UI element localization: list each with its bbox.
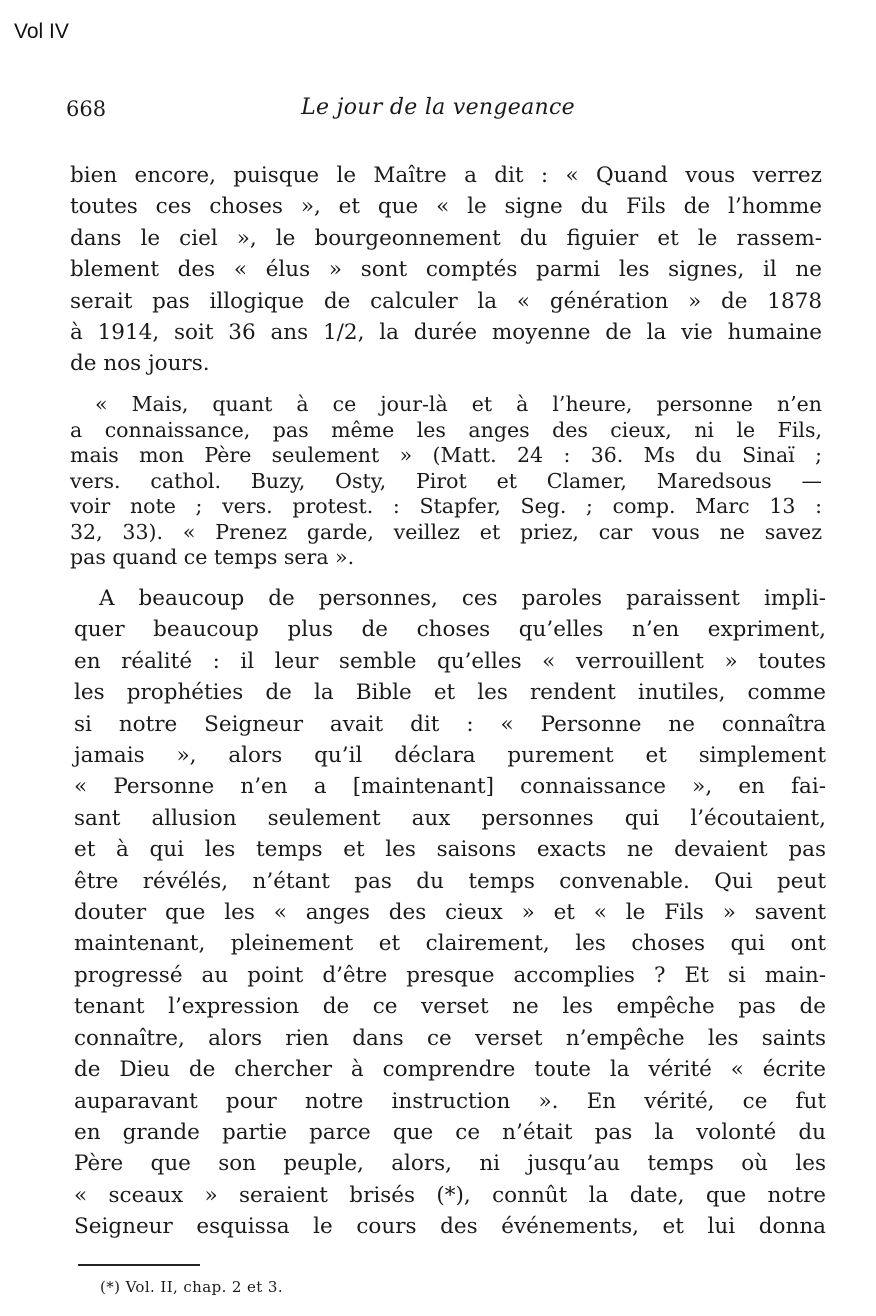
text-line: jamais », alors qu’il déclara purement et simplement — [74, 743, 826, 769]
footnote-rule — [78, 1264, 200, 1266]
text-line: pas quand ce temps sera ». — [70, 545, 355, 569]
text-line: et à qui les temps et les saisons exacts ne devaient pas — [74, 837, 826, 863]
quotation-block — [70, 392, 822, 571]
text-line: à 1914, soit 36 ans 1/2, la durée moyenne de la vie humaine — [70, 320, 822, 346]
text-line: 32, 33). « Prenez garde, veillez et priez, car vous ne savez — [70, 519, 822, 544]
text-line: en réalité : il leur semble qu’elles « verrouillent » toutes — [74, 648, 826, 674]
page-number: 668 — [66, 97, 107, 121]
text-line: les prophéties de la Bible et les rendent inutiles, comme — [74, 680, 826, 706]
text-line: auparavant pour notre instruction ». En vérité, ce fut — [74, 1088, 826, 1114]
paragraph-1 — [70, 160, 822, 380]
text-line: quer beaucoup plus de choses qu’elles n’en expriment, — [74, 617, 826, 643]
text-line: « Personne n’en a [maintenant] connaissance », en fai- — [74, 774, 826, 800]
text-line: de Dieu de chercher à comprendre toute la vérité « écrite — [74, 1057, 826, 1083]
text-line: de nos jours. — [70, 351, 210, 377]
text-line: si notre Seigneur avait dit : « Personne ne connaîtra — [74, 711, 826, 737]
text-line: « Mais, quant à ce jour-là et à l’heure, personne n’en — [95, 392, 822, 416]
volume-label: Vol IV — [14, 20, 69, 43]
text-line: dans le ciel », le bourgeonnement du figuier et le rassem- — [70, 225, 822, 251]
text-line: en grande partie parce que ce n’était pas la volonté du — [74, 1119, 826, 1145]
paragraph-2 — [74, 583, 826, 1243]
text-line: maintenant, pleinement et clairement, les choses qui ont — [74, 931, 826, 957]
text-line: serait pas illogique de calculer la « génération » de 1878 — [70, 288, 822, 314]
text-line: bien encore, puisque le Maître a dit : « Quand vous verrez — [70, 163, 822, 188]
text-line: blement des « élus » sont comptés parmi les signes, il ne — [70, 257, 822, 283]
text-line: tenant l’expression de ce verset ne les empêche pas de — [74, 994, 826, 1020]
text-line: progressé au point d’être presque accomplies ? Et si main- — [74, 962, 826, 988]
text-line: sant allusion seulement aux personnes qui l’écoutaient, — [74, 805, 826, 831]
text-line: mais mon Père seulement » (Matt. 24 : 36. Ms du Sinaï ; — [70, 443, 822, 467]
text-line: Père que son peuple, alors, ni jusqu’au temps où les — [74, 1151, 826, 1177]
text-line: voir note ; vers. protest. : Stapfer, Seg. ; comp. Marc 13 : — [70, 494, 822, 518]
text-line: être révélés, n’étant pas du temps convenable. Qui peut — [74, 868, 826, 894]
text-line: vers. cathol. Buzy, Osty, Pirot et Clamer, Maredsous — — [70, 468, 822, 493]
text-line: douter que les « anges des cieux » et « le Fils » savent — [74, 900, 826, 926]
running-title: Le jour de la vengeance — [301, 95, 575, 120]
footnote: (*) Vol. II, chap. 2 et 3. — [100, 1278, 284, 1296]
text-line: Seigneur esquissa le cours des événements, et lui donna — [74, 1214, 826, 1240]
text-line: « sceaux » seraient brisés (*), connût la date, que notre — [74, 1182, 826, 1208]
text-line: connaître, alors rien dans ce verset n’empêche les saints — [74, 1025, 826, 1051]
text-line: a connaissance, pas même les anges des cieux, ni le Fils, — [70, 417, 822, 442]
text-line: A beaucoup de personnes, ces paroles paraissent impli- — [99, 586, 826, 611]
text-line: toutes ces choses », et que « le signe du Fils de l’homme — [70, 194, 822, 220]
